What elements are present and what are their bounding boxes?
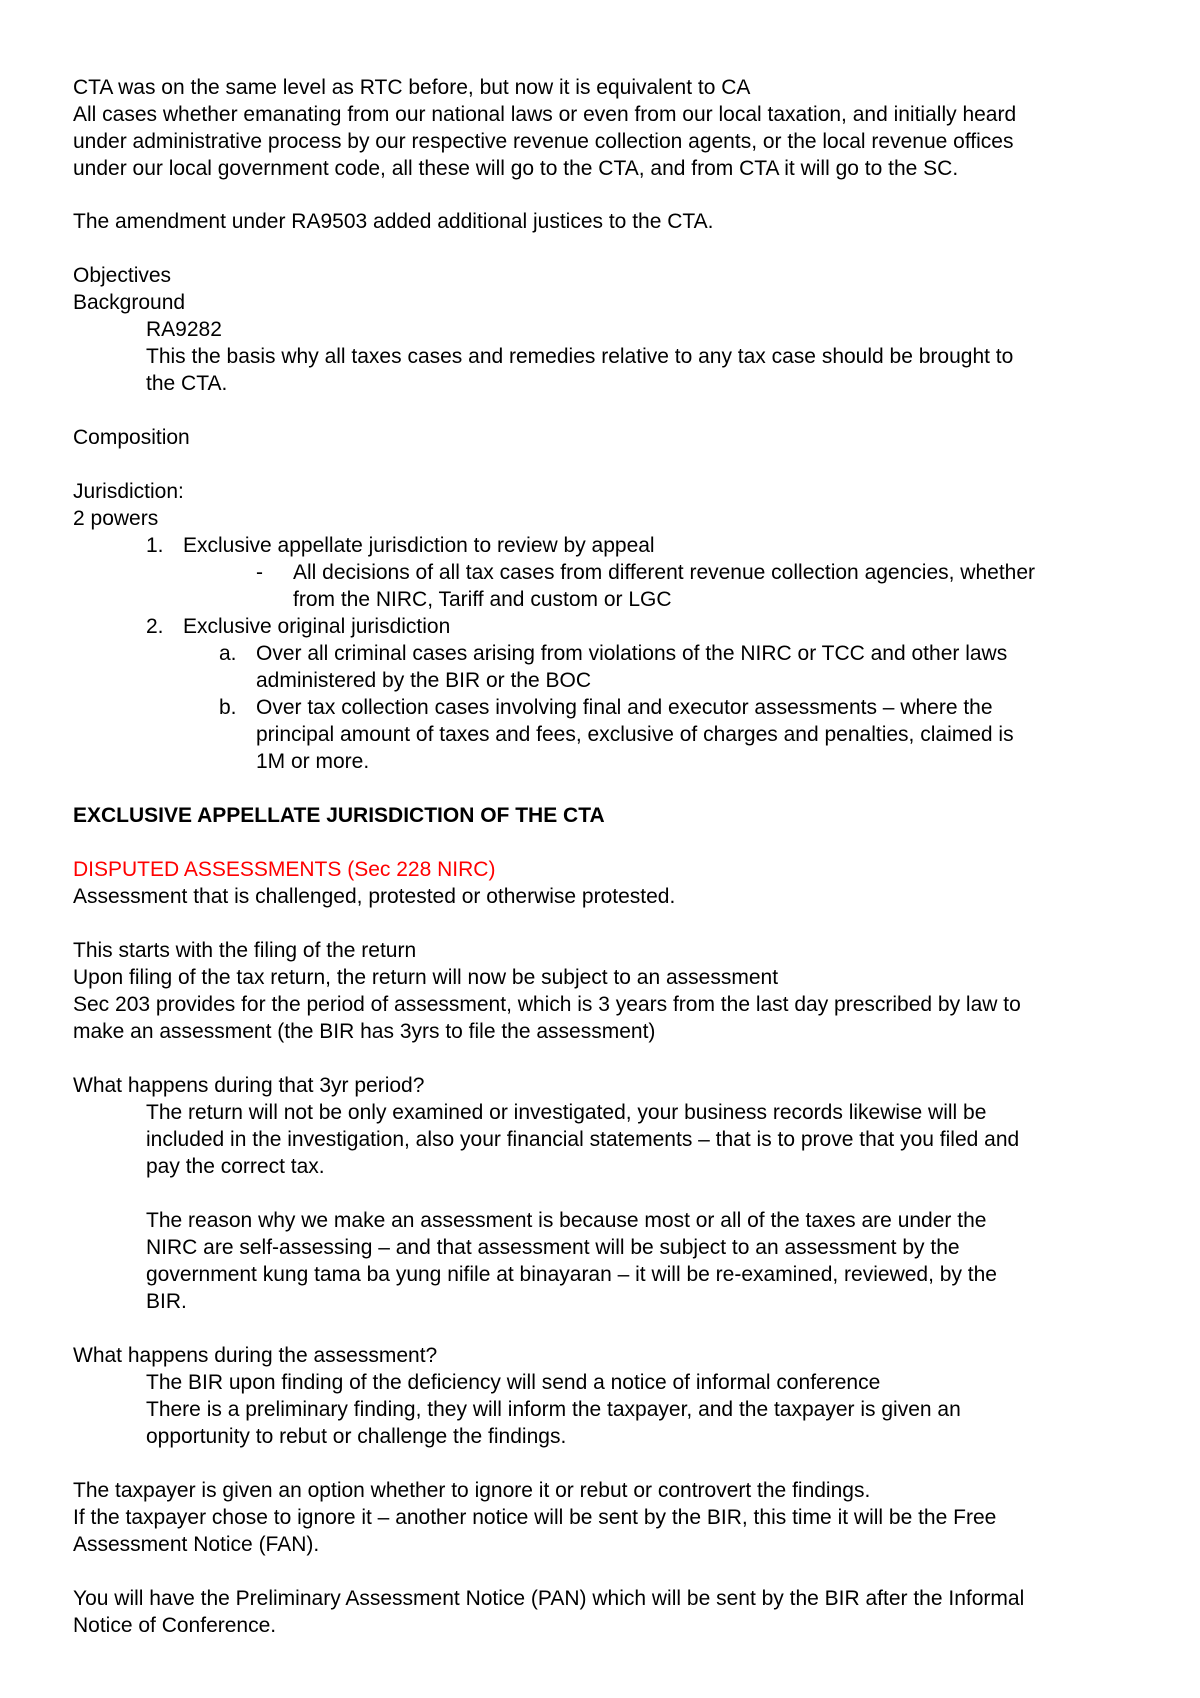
period-line: included in the investigation, also your financial statements – that is to prove that you filed and [146, 1128, 1020, 1151]
period-section [73, 1072, 1133, 1180]
sub-item-text: Over all criminal cases arising from violations of the NIRC or TCC and other laws [256, 642, 1008, 665]
filing-line: make an assessment (the BIR has 3yrs to file the assessment) [73, 1020, 656, 1043]
sub-item-dash [0, 559, 1200, 586]
disputed-definition: Assessment that is challenged, protested or otherwise protested. [73, 885, 676, 908]
period-question: What happens during that 3yr period? [73, 1074, 425, 1097]
amendment-text: The amendment under RA9503 added additional justices to the CTA. [73, 210, 714, 233]
filing-line: Sec 203 provides for the period of assessment, which is 3 years from the last day prescribed by law to [73, 993, 1021, 1016]
period-line: The return will not be only examined or investigated, your business records likewise will be [146, 1101, 987, 1124]
disputed-title: DISPUTED ASSESSMENTS (Sec 228 NIRC) [73, 858, 496, 881]
options-line: The taxpayer is given an option whether to ignore it or rebut or controvert the findings. [73, 1479, 871, 1502]
composition-heading: Composition [73, 426, 190, 449]
sub-item-b [0, 694, 1200, 721]
objectives-section [73, 262, 1133, 397]
list-number: 1. [146, 534, 164, 557]
period-reason-paragraph [73, 1207, 1133, 1315]
composition-section [73, 424, 1133, 451]
period-line: pay the correct tax. [146, 1155, 325, 1178]
intro-paragraph [73, 74, 1133, 182]
filing-line: This starts with the filing of the return [73, 939, 417, 962]
intro-line: CTA was on the same level as RTC before, but now it is equivalent to CA [73, 76, 751, 99]
section-heading: EXCLUSIVE APPELLATE JURISDICTION OF THE CTA [73, 804, 605, 827]
intro-line: under our local government code, all these will go to the CTA, and from CTA it will go to the SC. [73, 157, 959, 180]
list-item-2 [0, 613, 1200, 640]
jurisdiction-list [0, 532, 1200, 775]
background-label: Background [73, 291, 186, 314]
assessment-question: What happens during the assessment? [73, 1344, 438, 1367]
sub-item-continuation [0, 667, 1200, 694]
pan-paragraph [73, 1585, 1133, 1639]
disputed-section [73, 856, 1133, 910]
objectives-heading: Objectives [73, 264, 172, 287]
reason-line: NIRC are self-assessing – and that assessment will be subject to an assessment by the [146, 1236, 960, 1259]
reason-line: The reason why we make an assessment is because most or all of the taxes are under the [146, 1209, 987, 1232]
intro-line: All cases whether emanating from our national laws or even from our local taxation, and initially heard [73, 103, 1017, 126]
list-item-text: Exclusive original jurisdiction [183, 615, 451, 638]
powers-text: 2 powers [73, 507, 159, 530]
sub-item-text: administered by the BIR or the BOC [256, 669, 591, 692]
sub-item-a [0, 640, 1200, 667]
options-paragraph [73, 1477, 1133, 1558]
assessment-line: There is a preliminary finding, they will inform the taxpayer, and the taxpayer is given an [146, 1398, 961, 1421]
intro-line: under administrative process by our respective revenue collection agents, or the local revenue offices [73, 130, 1014, 153]
options-line: If the taxpayer chose to ignore it – another notice will be sent by the BIR, this time it will be the Free [73, 1506, 997, 1529]
section-heading-block [73, 802, 1133, 829]
letter-marker: a. [219, 642, 237, 665]
assessment-section [73, 1342, 1133, 1450]
jurisdiction-section [73, 478, 1133, 532]
reason-line: BIR. [146, 1290, 187, 1313]
list-number: 2. [146, 615, 164, 638]
sub-item-continuation [0, 586, 1200, 613]
options-line: Assessment Notice (FAN). [73, 1533, 320, 1556]
sub-item-text: Over tax collection cases involving final and executor assessments – where the [256, 696, 993, 719]
list-item-text: Exclusive appellate jurisdiction to review by appeal [183, 534, 655, 557]
list-item-1 [0, 532, 1200, 559]
sub-item-text: All decisions of all tax cases from different revenue collection agencies, whether [293, 561, 1036, 584]
assessment-line: The BIR upon finding of the deficiency will send a notice of informal conference [146, 1371, 881, 1394]
sub-item-continuation [0, 721, 1200, 748]
basis-line: the CTA. [146, 372, 228, 395]
reason-line: government kung tama ba yung nifile at binayaran – it will be re-examined, reviewed, by the [146, 1263, 997, 1286]
sub-item-text: 1M or more. [256, 750, 370, 773]
sub-item-text: from the NIRC, Tariff and custom or LGC [293, 588, 672, 611]
ra-number: RA9282 [146, 318, 222, 341]
letter-marker: b. [219, 696, 237, 719]
dash-marker: - [256, 561, 263, 584]
pan-line: Notice of Conference. [73, 1614, 277, 1637]
sub-item-text: principal amount of taxes and fees, exclusive of charges and penalties, claimed is [256, 723, 1014, 746]
filing-paragraph [73, 937, 1133, 1045]
sub-item-continuation [0, 748, 1200, 775]
basis-line: This the basis why all taxes cases and remedies relative to any tax case should be brought to [146, 345, 1014, 368]
pan-line: You will have the Preliminary Assessment Notice (PAN) which will be sent by the BIR after the Informal [73, 1587, 1025, 1610]
assessment-line: opportunity to rebut or challenge the findings. [146, 1425, 567, 1448]
filing-line: Upon filing of the tax return, the return will now be subject to an assessment [73, 966, 779, 989]
amendment-paragraph [73, 208, 1133, 235]
jurisdiction-heading: Jurisdiction: [73, 480, 184, 503]
